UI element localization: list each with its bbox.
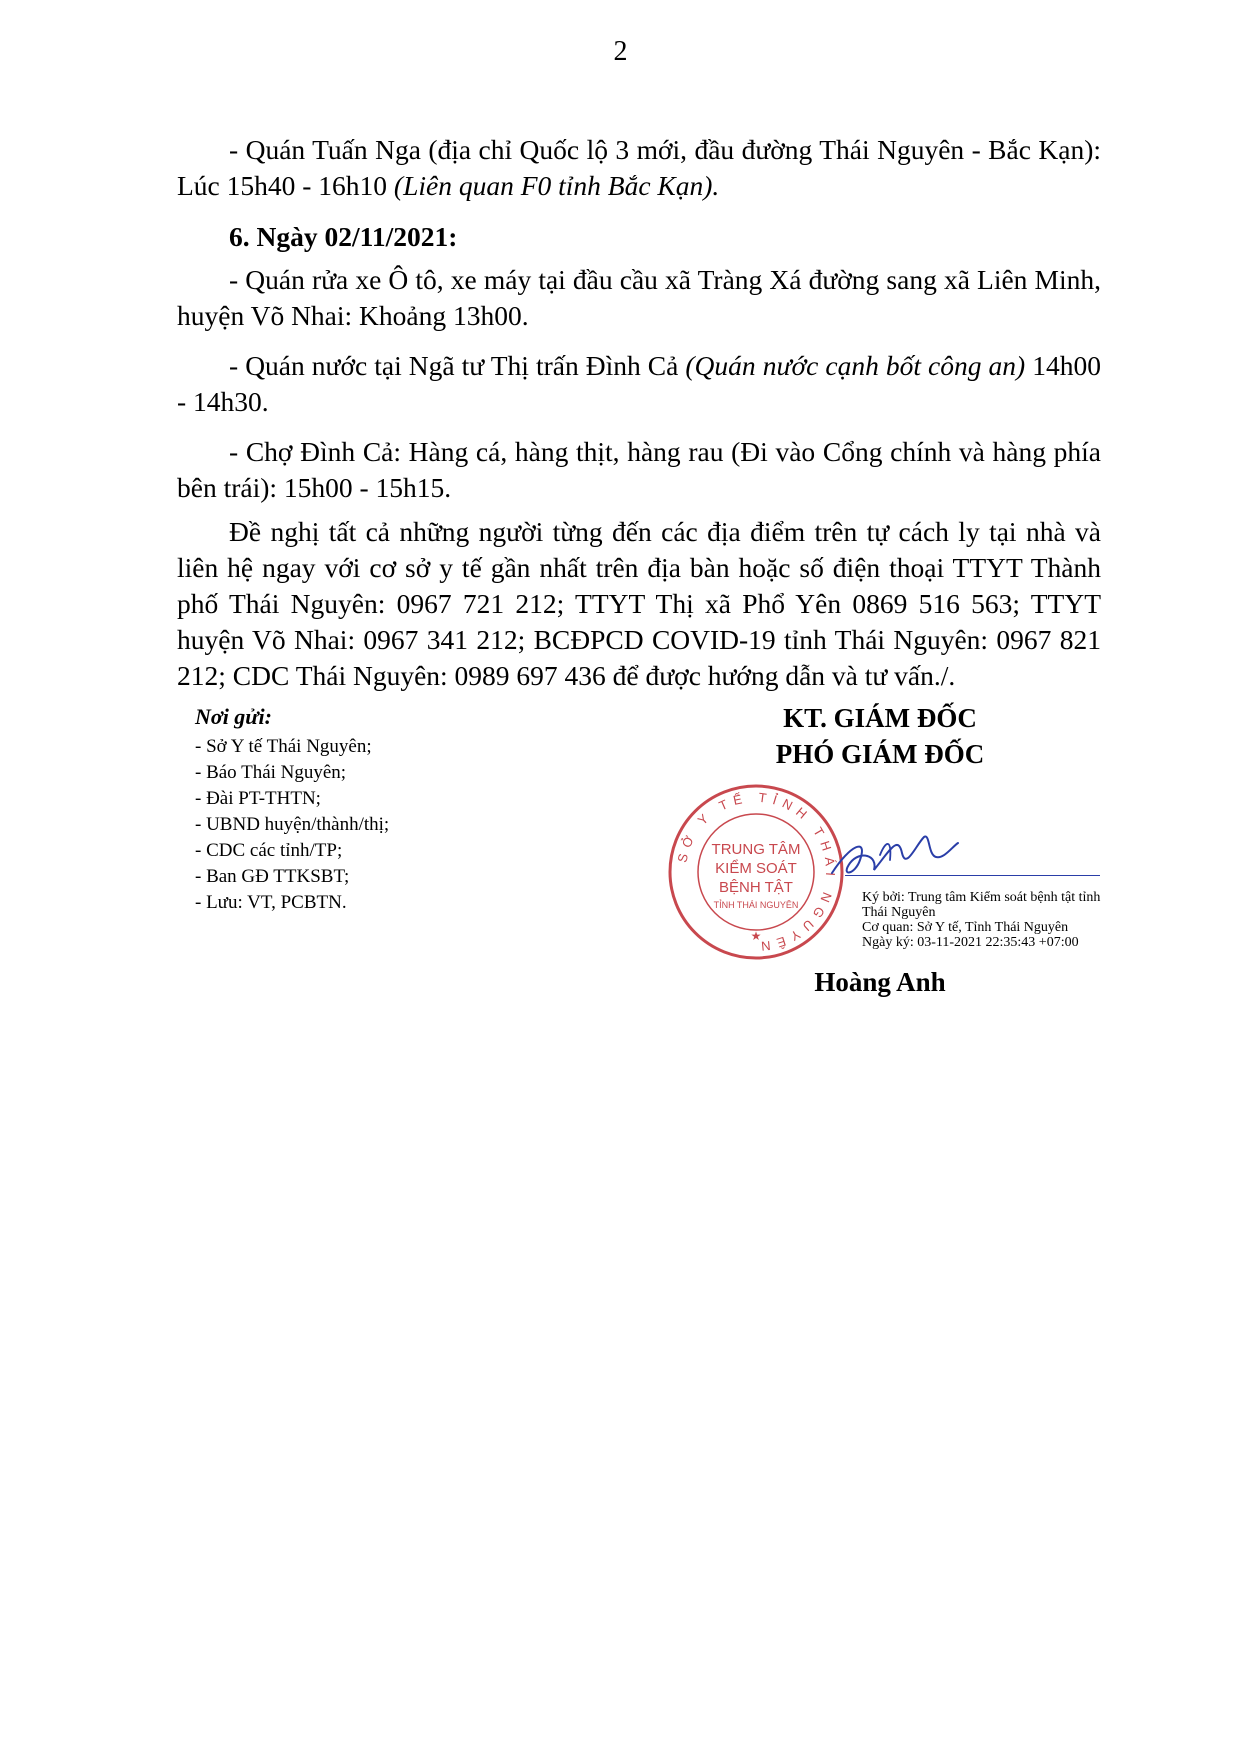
paragraph-car-wash: - Quán rửa xe Ô tô, xe máy tại đầu cầu xã Tràng Xá đường sang xã Liên Minh, huyện Võ Nhai: Khoảng 13h00. xyxy=(177,264,1101,331)
signer-title xyxy=(700,700,1060,772)
paragraph-tuan-nga-note: (Liên quan F0 tỉnh Bắc Kạn). xyxy=(393,170,720,201)
signer-title-line1: KT. GIÁM ĐỐC xyxy=(783,703,977,733)
official-stamp-icon xyxy=(666,782,846,962)
digital-signature-info xyxy=(862,890,1107,950)
signature-line xyxy=(845,875,1100,876)
recipient-item: - Lưu: VT, PCBTN. xyxy=(195,892,347,913)
signer-name: Hoàng Anh xyxy=(814,967,946,997)
paragraph-request: Đề nghị tất cả những người từng đến các địa điểm trên tự cách ly tại nhà và liên hệ ngay với cơ sở y tế gần nhất trên địa bàn hoặc số điện thoại TTYT Thành phố Thái Nguyên: 0967 721 212; TTYT Thị xã Phổ Yên 0869 516 563; TTYT huyện Võ Nhai: 0967 341 212; BCĐPCD COVID-19 tỉnh Thái Nguyên: 0967 821 212; CDC Thái Nguyên: 0989 697 436 để được hướng dẫn và tư vấn./. xyxy=(177,516,1101,691)
section-heading-day-6: 6. Ngày 02/11/2021: xyxy=(229,221,458,252)
paragraph-tuan-nga-text: - Quán Tuấn Nga (địa chỉ Quốc lộ 3 mới, đầu đường Thái Nguyên - Bắc Kạn): Lúc 15h40 - 16h10 xyxy=(177,134,1101,201)
svg-text:★: ★ xyxy=(750,929,762,943)
paragraph-tuan-nga xyxy=(177,132,1101,204)
paragraph-water-shop-text: - Quán nước tại Ngã tư Thị trấn Đình Cả xyxy=(229,350,686,381)
recipient-item: - Đài PT-THTN; xyxy=(195,788,321,809)
recipients-title: Nơi gửi: xyxy=(195,704,272,729)
recipient-item: - CDC các tỉnh/TP; xyxy=(195,840,343,861)
digital-signature-agency: Cơ quan: Sở Y tế, Tỉnh Thái Nguyên xyxy=(862,920,1069,935)
recipient-item: - Báo Thái Nguyên; xyxy=(195,762,347,783)
paragraph-water-shop-time: 14h00 - 14h30. xyxy=(177,350,1102,417)
stamp-ring-text: SỞ Y TẾ TỈNH THÁI NGUYÊN xyxy=(674,789,839,955)
recipient-item: - Ban GĐ TTKSBT; xyxy=(195,866,350,887)
page-number: 2 xyxy=(613,36,628,67)
digital-signature-date: Ngày ký: 03-11-2021 22:35:43 +07:00 xyxy=(862,935,1079,950)
paragraph-water-shop-note: (Quán nước cạnh bốt công an) xyxy=(685,350,1026,381)
stamp-line1: TRUNG TÂM xyxy=(711,841,801,858)
handwritten-signature-icon xyxy=(820,815,970,895)
paragraph-market: - Chợ Đình Cả: Hàng cá, hàng thịt, hàng rau (Đi vào Cổng chính và hàng phía bên trái): 15h00 - 15h15. xyxy=(177,436,1101,503)
stamp-line3: BỆNH TẬT xyxy=(719,879,793,896)
stamp-line4: TỈNH THÁI NGUYÊN xyxy=(713,900,799,910)
digital-signature-signer: Ký bởi: Trung tâm Kiểm soát bệnh tật tỉnh Thái Nguyên xyxy=(862,890,1101,920)
paragraph-water-shop xyxy=(177,348,1101,420)
recipient-item: - Sở Y tế Thái Nguyên; xyxy=(195,736,372,757)
recipients-block xyxy=(195,704,389,916)
stamp-line2: KIỂM SOÁT xyxy=(715,860,797,877)
recipient-item: - UBND huyện/thành/thị; xyxy=(195,814,390,835)
signer-title-line2: PHÓ GIÁM ĐỐC xyxy=(775,739,985,769)
